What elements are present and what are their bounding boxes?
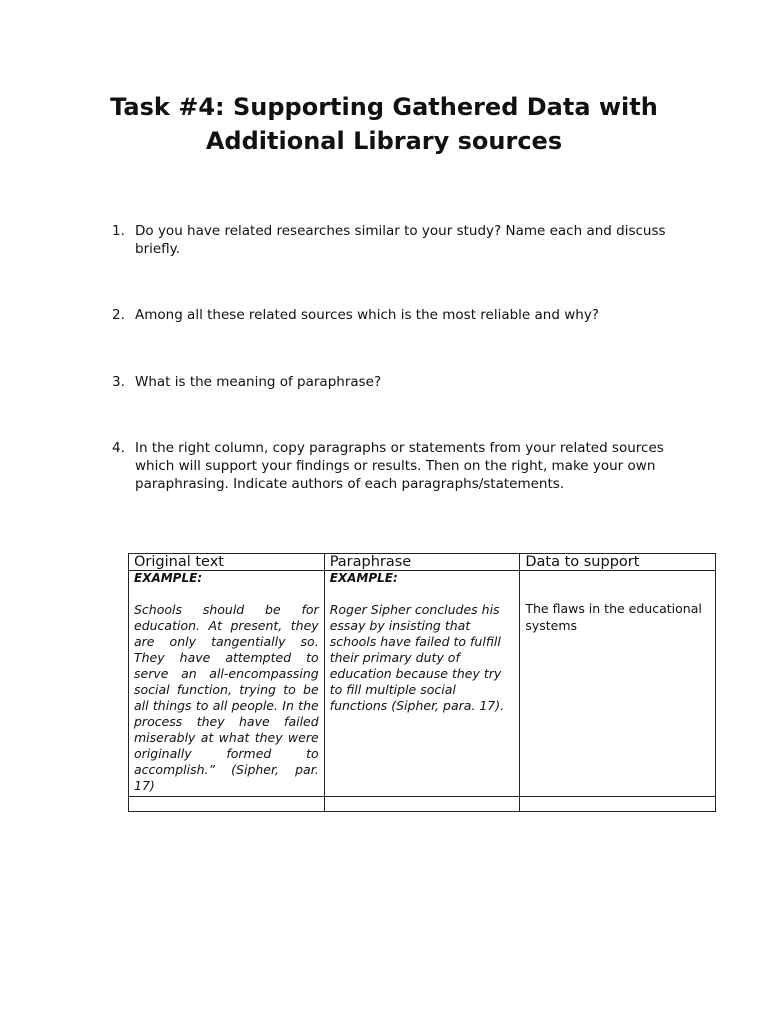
empty-cell	[520, 797, 716, 812]
question-text: In the right column, copy paragraphs or statements from your related sources which will support your findings or results. Then on the right, make your own paraphrasing. Indicate authors of each paragraphs/statements.	[135, 440, 664, 492]
title-line-1: Task #4: Supporting Gathered Data with	[110, 93, 658, 121]
question-item	[112, 373, 672, 391]
table-row-empty	[129, 797, 716, 812]
question-text: Do you have related researches similar to your study? Name each and discuss briefly.	[135, 223, 666, 257]
question-number: 2.	[112, 307, 125, 323]
question-text: Among all these related sources which is the most reliable and why?	[135, 307, 599, 323]
question-number: 4.	[112, 440, 125, 456]
empty-cell	[129, 797, 325, 812]
support-cell	[520, 571, 716, 797]
original-text-content: Schools should be for education. At present, they are only tangentially so. They have attempted to serve an all-encompassing social function, trying to be all things to all people. In the process they have failed miserably at what they were originally formed to accomplish.” (Sipher, par. 17)	[134, 602, 319, 793]
header-original-text: Original text	[129, 554, 325, 571]
support-content: The flaws in the educational systems	[525, 601, 702, 633]
example-label: EXAMPLE:	[134, 571, 203, 585]
original-text-cell	[129, 571, 325, 797]
question-number: 1.	[112, 223, 125, 239]
paraphrase-content: Roger Sipher concludes his essay by insisting that schools have failed to fulfill their primary duty of education because they try to fill multiple social functions (Sipher, para. 17).	[329, 602, 505, 713]
header-data-to-support: Data to support	[520, 554, 716, 571]
empty-cell	[324, 797, 520, 812]
question-number: 3.	[112, 374, 125, 390]
question-text: What is the meaning of paraphrase?	[135, 374, 382, 390]
question-item	[112, 306, 672, 324]
table-row	[129, 571, 716, 797]
paraphrase-cell	[324, 571, 520, 797]
question-item	[112, 222, 672, 258]
example-label: EXAMPLE:	[329, 571, 398, 585]
title-line-2: Additional Library sources	[205, 127, 563, 155]
sources-table	[128, 553, 716, 812]
page-title	[60, 90, 708, 158]
header-paraphrase: Paraphrase	[324, 554, 520, 571]
table-header-row	[129, 554, 716, 571]
question-item	[112, 439, 672, 493]
